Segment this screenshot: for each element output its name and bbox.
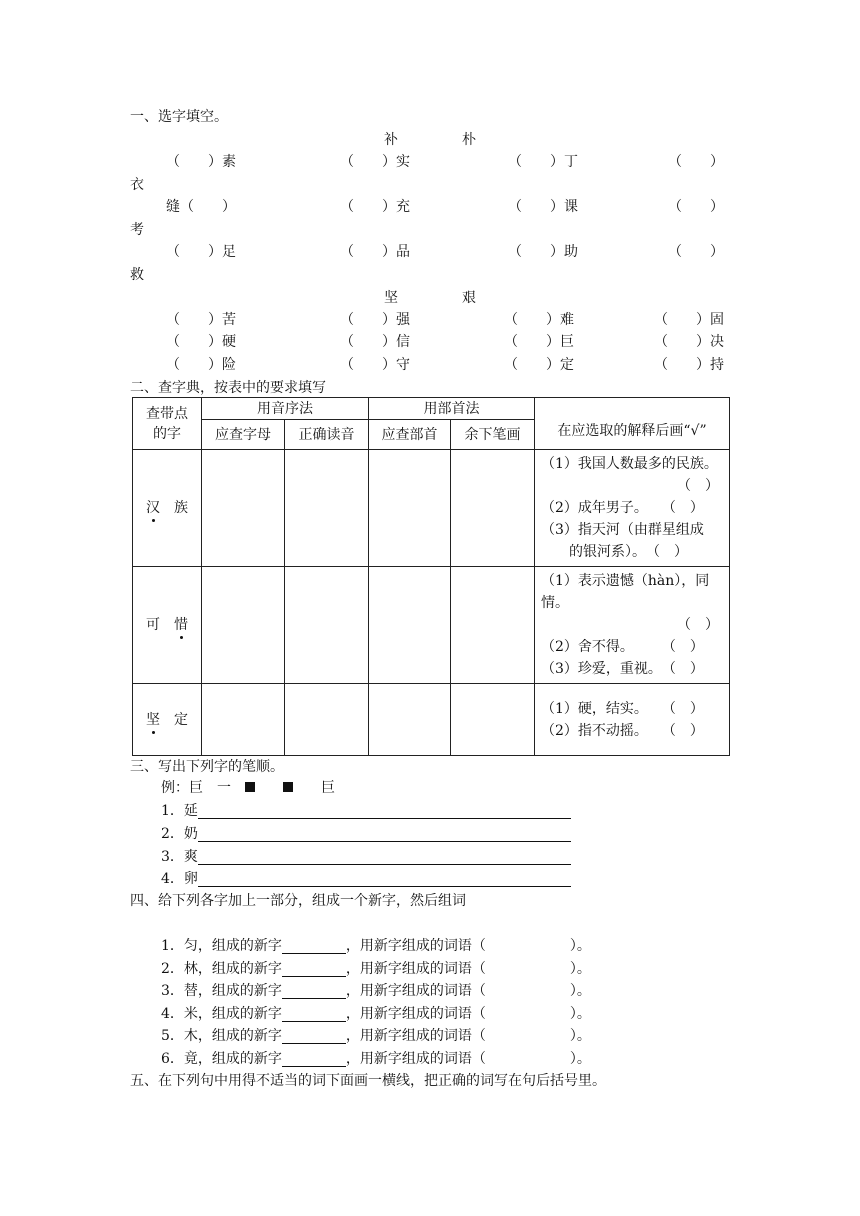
blank-r4c1: （ ）苦	[166, 312, 236, 328]
cell-zimu-1[interactable]	[202, 450, 285, 567]
word-jianding: 坚 定	[133, 684, 202, 756]
header-bihua: 余下笔画	[451, 420, 535, 450]
answer-line[interactable]	[198, 826, 571, 842]
blank-r2c1: 缝（ ）	[166, 199, 236, 215]
cell-bushou-3[interactable]	[369, 684, 451, 756]
cell-duyin-3[interactable]	[285, 684, 369, 756]
cell-bihua-1[interactable]	[451, 450, 535, 567]
cell-bushou-2[interactable]	[369, 567, 451, 684]
table-row	[133, 684, 730, 756]
blank-r2c2: （ ）充	[340, 199, 410, 215]
cell-bihua-3[interactable]	[451, 684, 535, 756]
header-bushou-col: 应查部首	[369, 420, 451, 450]
stroke-square-icon	[245, 782, 255, 792]
section-4-title: 四、给下列各字加上一部分，组成一个新字，然后组词	[130, 893, 466, 909]
blank-r3c2: （ ）品	[340, 244, 410, 260]
char-pu: 朴	[462, 132, 476, 148]
header-duyin: 正确读音	[285, 420, 369, 450]
blank-r4c4: （ ）固	[654, 312, 724, 328]
blank-r3c1: （ ）足	[166, 244, 236, 260]
compose-item-6: 6．竟，组成的新字 ，用新字组成的词语（ ）。	[161, 1051, 591, 1067]
blank-r6c1: （ ）险	[166, 357, 236, 373]
wrap-char-1: 衣	[130, 177, 144, 193]
wrap-char-3: 救	[130, 267, 144, 283]
answer-line[interactable]	[198, 871, 571, 887]
blank-r2c3: （ ）课	[508, 199, 578, 215]
section-3-title: 三、写出下列字的笔顺。	[130, 759, 284, 775]
cell-bihua-2[interactable]	[451, 567, 535, 684]
stroke-item-2: 2．奶	[161, 826, 571, 842]
blank-r4c2: （ ）强	[340, 312, 410, 328]
answer-line[interactable]	[282, 983, 346, 999]
blank-r5c2: （ ）信	[340, 334, 410, 350]
char-bu: 补	[384, 132, 398, 148]
section-1-title: 一、选字填空。	[130, 109, 228, 125]
section-2-title: 二、查字典，按表中的要求填写	[130, 380, 326, 396]
compose-item-2: 2．林，组成的新字 ，用新字组成的词语（ ）。	[161, 961, 591, 977]
compose-item-4: 4．米，组成的新字 ，用新字组成的词语（ ）。	[161, 1006, 591, 1022]
blank-r3c4: （ ）	[668, 244, 724, 260]
explanations-2: （1）表示遗憾（hàn），同 情。 （ ） （2）舍不得。 （ ） （3）珍爱，重视。 （ ）	[535, 567, 730, 684]
blank-r5c4: （ ）决	[654, 334, 724, 350]
answer-line[interactable]	[282, 1006, 346, 1022]
word-kexi: 可 惜	[133, 567, 202, 684]
blank-r1c1: （ ）素	[166, 154, 236, 170]
char-jian1: 坚	[384, 290, 398, 306]
answer-line[interactable]	[198, 803, 571, 819]
table-row	[133, 567, 730, 684]
blank-r6c4: （ ）持	[654, 357, 724, 373]
header-yinxu: 用音序法	[202, 398, 369, 420]
answer-line[interactable]	[282, 1028, 346, 1044]
dictionary-table	[132, 397, 730, 756]
example-stroke-order: 例：巨 一 巨	[161, 780, 335, 796]
cell-zimu-3[interactable]	[202, 684, 285, 756]
header-explanation: 在应选取的解释后画“√”	[535, 398, 730, 450]
explanations-3: （1）硬，结实。 （ ） （2）指不动摇。 （ ）	[535, 684, 730, 756]
stroke-item-4: 4．卵	[161, 871, 571, 887]
stroke-item-3: 3．爽	[161, 849, 571, 865]
cell-zimu-2[interactable]	[202, 567, 285, 684]
cell-duyin-2[interactable]	[285, 567, 369, 684]
table-row	[133, 450, 730, 567]
cell-duyin-1[interactable]	[285, 450, 369, 567]
cell-bushou-1[interactable]	[369, 450, 451, 567]
stroke-square-icon	[283, 782, 293, 792]
blank-r4c3: （ ）难	[504, 312, 574, 328]
compose-item-5: 5．木，组成的新字 ，用新字组成的词语（ ）。	[161, 1028, 591, 1044]
blank-r1c3: （ ）丁	[508, 154, 578, 170]
wrap-char-2: 考	[130, 222, 144, 238]
stroke-item-1: 1．延	[161, 803, 571, 819]
blank-r1c4: （ ）	[668, 154, 724, 170]
answer-line[interactable]	[282, 961, 346, 977]
header-char: 查带点 的字	[133, 398, 202, 450]
blank-r6c2: （ ）守	[340, 357, 410, 373]
answer-line[interactable]	[282, 938, 346, 954]
compose-item-3: 3．替，组成的新字 ，用新字组成的词语（ ）。	[161, 983, 591, 999]
compose-item-1: 1．匀，组成的新字 ，用新字组成的词语（ ）。	[161, 938, 591, 954]
blank-r1c2: （ ）实	[340, 154, 410, 170]
blank-r5c3: （ ）巨	[504, 334, 574, 350]
blank-r5c1: （ ）硬	[166, 334, 236, 350]
explanations-1: （1）我国人数最多的民族。 （ ） （2）成年男子。 （ ） （3）指天河（由群星组成 的银河系）。 （ ）	[535, 450, 730, 567]
header-bushou: 用部首法	[369, 398, 535, 420]
answer-line[interactable]	[198, 849, 571, 865]
blank-r2c4: （ ）	[668, 199, 724, 215]
char-jian2: 艰	[462, 290, 476, 306]
answer-line[interactable]	[282, 1051, 346, 1067]
header-zimu: 应查字母	[202, 420, 285, 450]
blank-r3c3: （ ）助	[508, 244, 578, 260]
blank-r6c3: （ ）定	[504, 357, 574, 373]
section-5-title: 五、在下列句中用得不适当的词下面画一横线，把正确的词写在句后括号里。	[130, 1073, 606, 1089]
word-hanzu: 汉 族	[133, 450, 202, 567]
